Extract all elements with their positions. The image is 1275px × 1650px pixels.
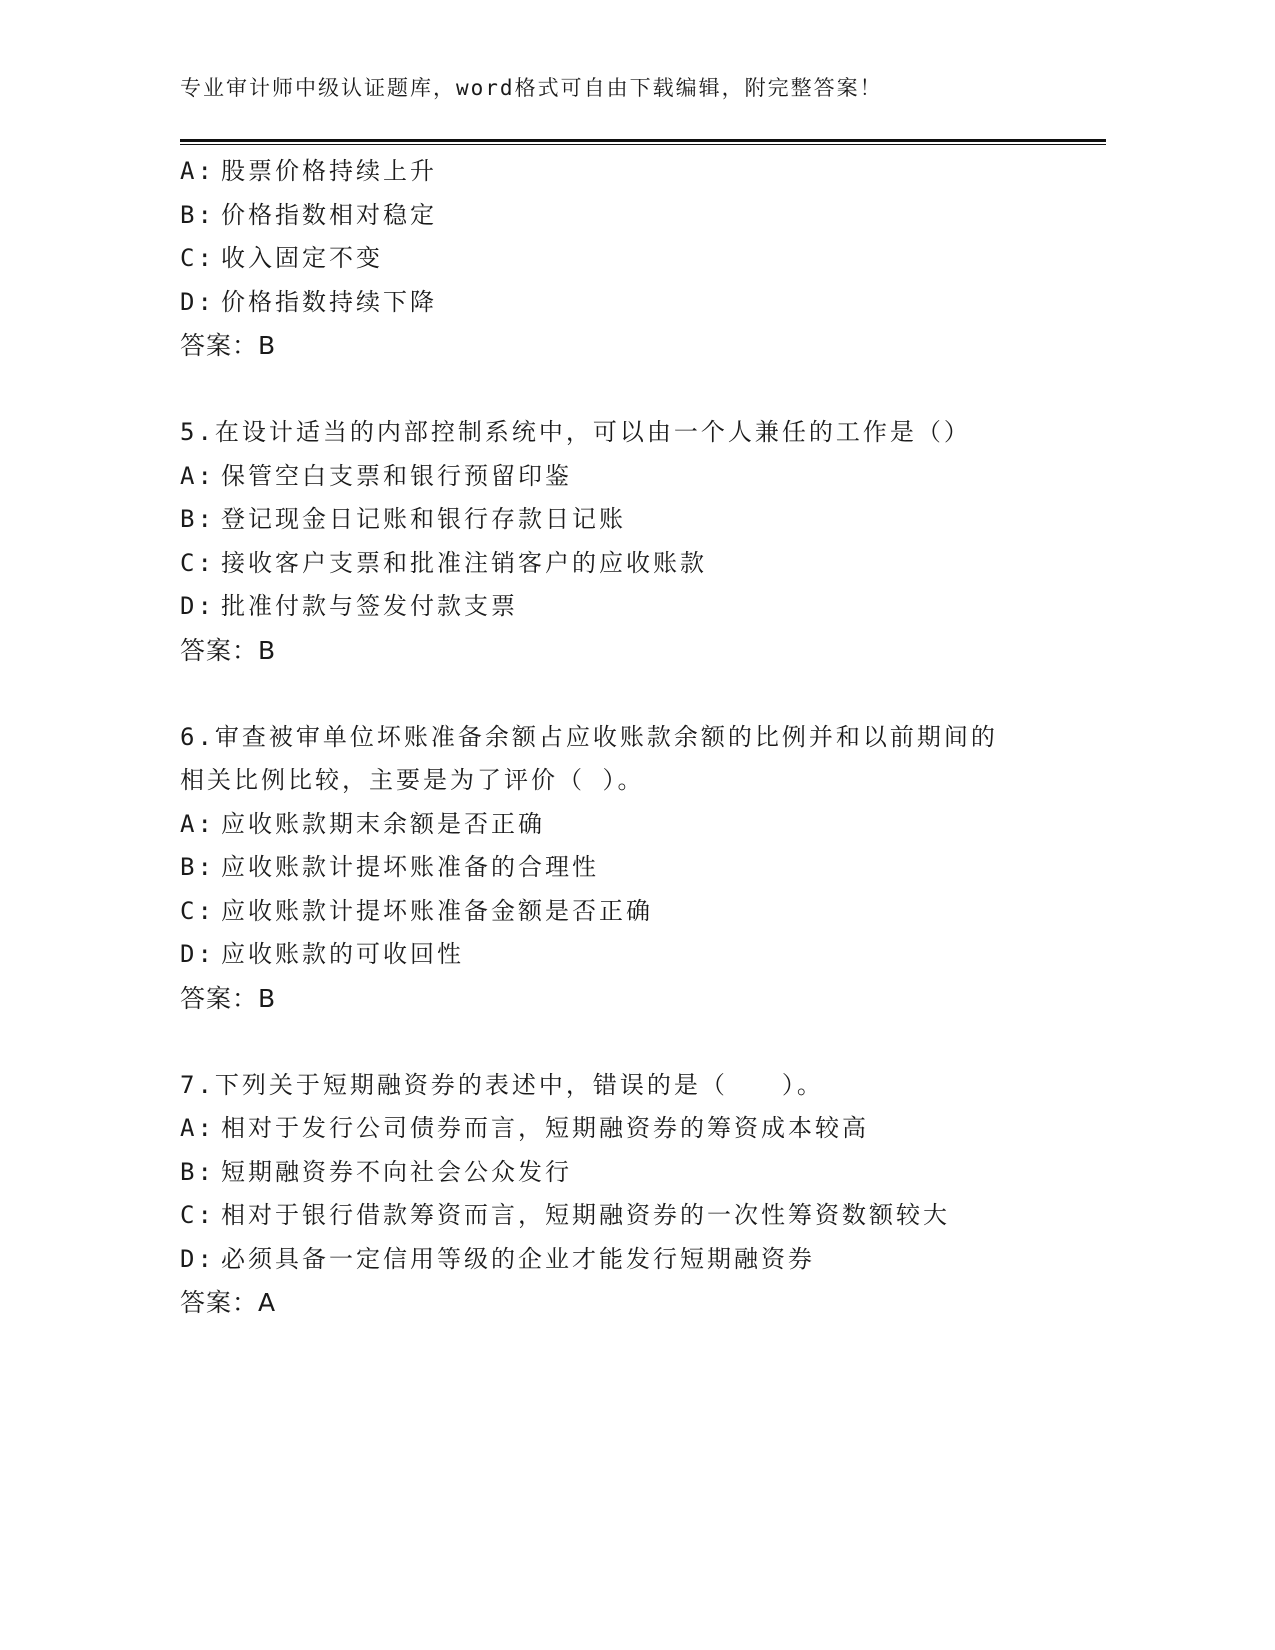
option-letter: C:	[180, 244, 215, 272]
option-b	[180, 1151, 1110, 1195]
option-d	[180, 1238, 1110, 1282]
option-text: 应收账款期末余额是否正确	[221, 809, 545, 838]
question-stem: 6.审查被审单位坏账准备余额占应收账款余额的比例并和以前期间的	[180, 722, 998, 751]
option-c	[180, 1194, 1110, 1238]
option-b	[180, 846, 1110, 890]
option-text: 应收账款的可收回性	[221, 940, 464, 968]
option-text: 价格指数持续下降	[221, 287, 437, 316]
option-d	[180, 281, 1110, 325]
option-text: 股票价格持续上升	[221, 157, 437, 185]
option-text: 登记现金日记账和银行存款日记账	[221, 505, 626, 533]
question-stem: 5.在设计适当的内部控制系统中，可以由一个人兼任的工作是（）	[180, 418, 971, 446]
question-block-5	[180, 411, 1110, 672]
option-text: 短期融资券不向社会公众发行	[221, 1157, 572, 1186]
option-b	[180, 498, 1110, 542]
option-text: 应收账款计提坏账准备金额是否正确	[221, 896, 653, 925]
option-text: 必须具备一定信用等级的企业才能发行短期融资券	[221, 1244, 815, 1273]
option-letter: C:	[180, 896, 215, 925]
option-a	[180, 150, 1110, 194]
answer-line: 答案：A	[180, 1288, 277, 1317]
answer-line: 答案：B	[180, 331, 277, 360]
option-d	[180, 585, 1110, 629]
option-letter: D:	[180, 940, 215, 968]
option-letter: A:	[180, 1114, 215, 1142]
option-a	[180, 1107, 1110, 1151]
option-letter: C:	[180, 1201, 215, 1229]
header-rule-thick	[180, 139, 1106, 142]
page-header: 专业审计师中级认证题库，word格式可自由下载编辑，附完整答案！	[180, 76, 883, 100]
option-a	[180, 803, 1110, 847]
option-d	[180, 933, 1110, 977]
option-text: 保管空白支票和银行预留印鉴	[221, 461, 572, 490]
option-c	[180, 542, 1110, 586]
option-c	[180, 237, 1110, 281]
option-letter: D:	[180, 592, 215, 620]
option-a	[180, 455, 1110, 499]
option-letter: A:	[180, 157, 215, 185]
answer-line: 答案：B	[180, 983, 277, 1013]
header-rule-thin	[180, 144, 1106, 145]
question-block-6	[180, 716, 1110, 1021]
option-text: 批准付款与签发付款支票	[221, 592, 518, 620]
question-stem: 7.下列关于短期融资券的表述中，错误的是（ ）。	[180, 1070, 824, 1099]
question-block-7	[180, 1064, 1110, 1325]
option-b	[180, 194, 1110, 238]
option-letter: A:	[180, 809, 215, 838]
answer-line: 答案：B	[180, 635, 277, 665]
option-letter: D:	[180, 287, 215, 316]
option-letter: A:	[180, 461, 215, 490]
option-text: 接收客户支票和批准注销客户的应收账款	[221, 548, 707, 577]
question-stem-continued: 相关比例比较，主要是为了评价（ ）。	[180, 766, 645, 794]
option-letter: B:	[180, 505, 215, 533]
option-text: 收入固定不变	[221, 244, 383, 272]
option-letter: B:	[180, 1157, 215, 1186]
option-letter: D:	[180, 1244, 215, 1273]
option-letter: B:	[180, 853, 215, 881]
option-text: 相对于发行公司债券而言，短期融资券的筹资成本较高	[221, 1114, 869, 1142]
option-text: 价格指数相对稳定	[221, 200, 437, 229]
question-block-continued	[180, 150, 1110, 368]
option-letter: C:	[180, 548, 215, 577]
question-list	[180, 150, 1110, 1325]
option-c	[180, 890, 1110, 934]
option-text: 应收账款计提坏账准备的合理性	[221, 853, 599, 881]
option-letter: B:	[180, 200, 215, 229]
option-text: 相对于银行借款筹资而言，短期融资券的一次性筹资数额较大	[221, 1201, 950, 1229]
